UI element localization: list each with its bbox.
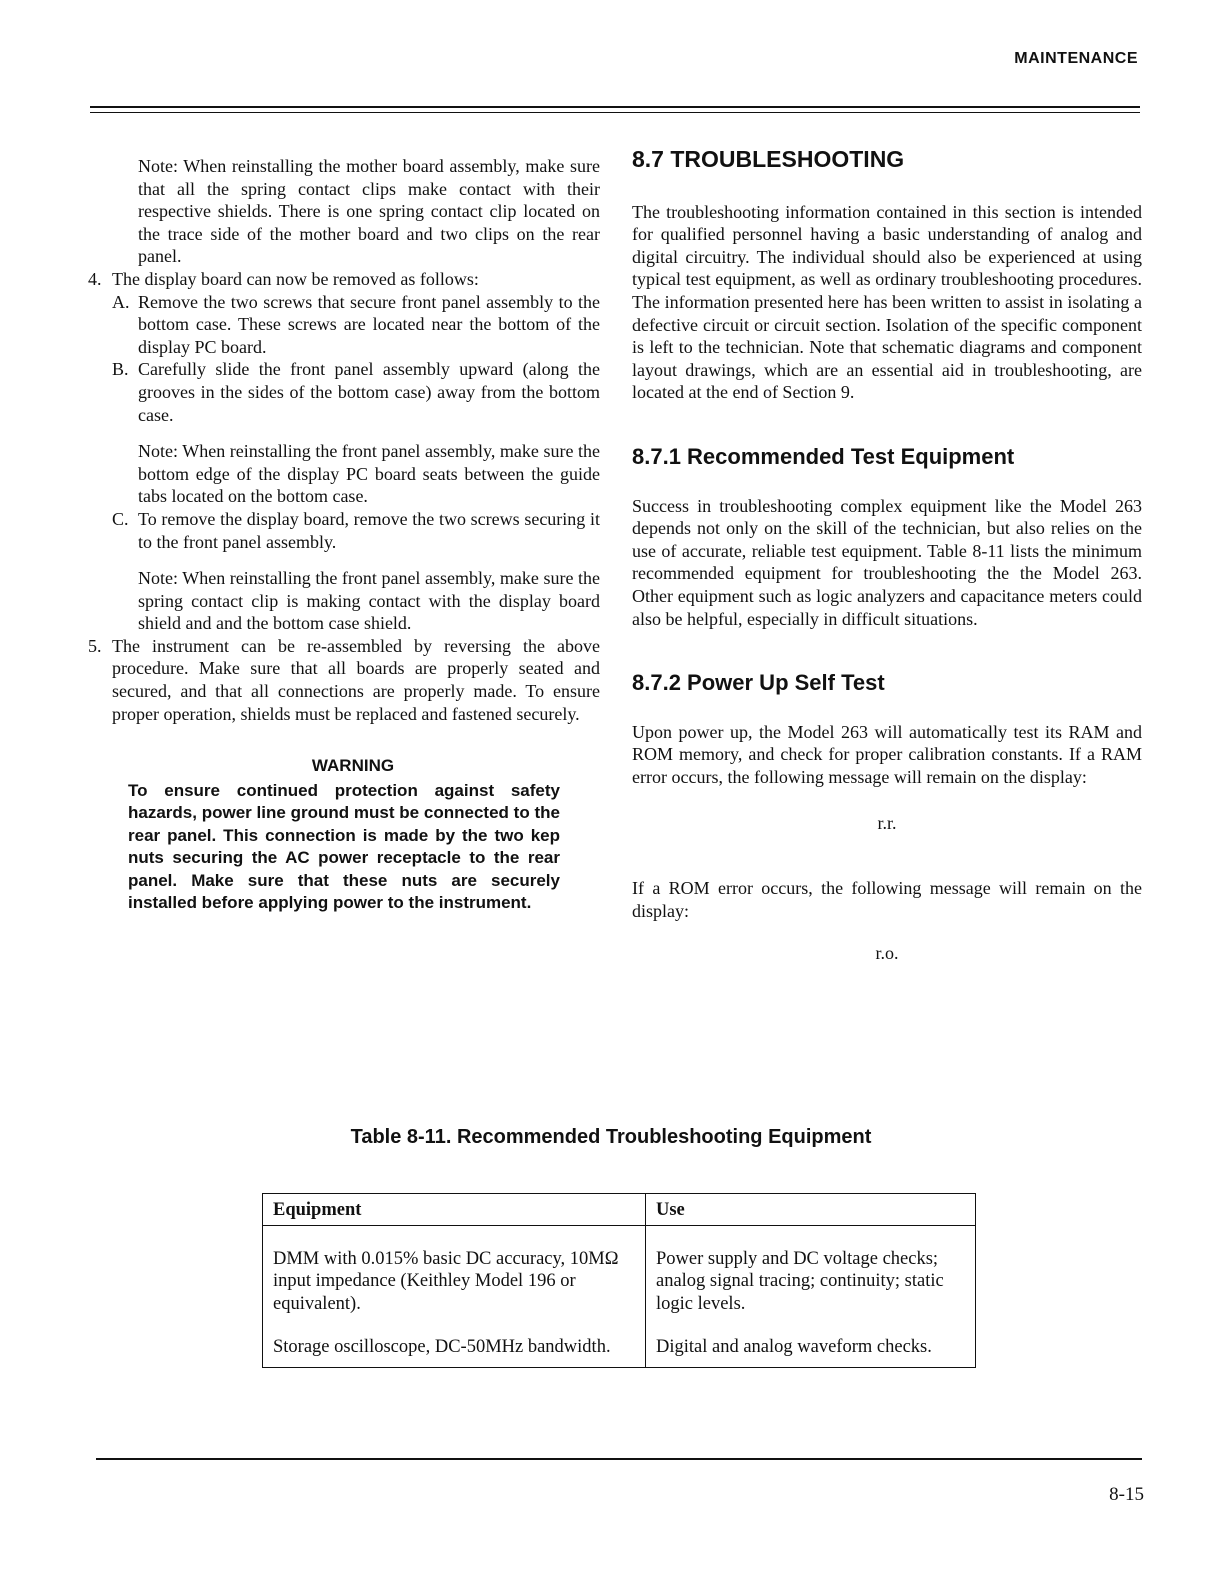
troubleshooting-text: The troubleshooting information contained in this section is intended for qualified personnel having a basic understanding of analog and digital circuitry. The individual should also be experienced at using typical test equipment, as well as ordinary troubleshooting procedures. The information presented here has been written to assist in isolating a defective circuit or circuit section. Isolation of the specific component is left to the technician. Note that schematic diagrams and component layout drawings, which are an essential aid in troubleshooting, are located at the end of Section 9. bbox=[632, 201, 1142, 403]
step-4c-text: To remove the display board, remove the two screws securing it to the front panel assembly. bbox=[138, 508, 600, 552]
rom-error-text: If a ROM error occurs, the following message will remain on the display: bbox=[632, 878, 1142, 921]
heading-8-7-1: 8.7.1 Recommended Test Equipment bbox=[632, 443, 1015, 469]
step-4a-letter: A. bbox=[112, 291, 130, 312]
step-5 bbox=[88, 635, 600, 725]
header-rule-thin bbox=[90, 112, 1140, 113]
note-front-panel-1: Note: When reinstalling the front panel assembly, make sure the bottom edge of the display PC board seats between the guide tabs located on the bottom case. bbox=[138, 441, 600, 507]
footer-rule bbox=[96, 1458, 1142, 1460]
step-4-text: The display board can now be removed as follows: bbox=[112, 268, 479, 289]
header-rule bbox=[90, 106, 1140, 108]
table-header-use: Use bbox=[646, 1194, 976, 1226]
table-header-row bbox=[263, 1194, 976, 1226]
table-row bbox=[263, 1225, 976, 1315]
heading-8-7: 8.7 TROUBLESHOOTING bbox=[632, 146, 905, 172]
step-4b-text: Carefully slide the front panel assembly upward (along the grooves in the sides of the bottom case) away from the bottom case. bbox=[138, 359, 600, 425]
step-5-number: 5. bbox=[88, 635, 102, 656]
equipment-table bbox=[262, 1193, 976, 1368]
warning-text: To ensure continued protection against safety hazards, power line ground must be connected to the rear panel. This connection is made by the two kep nuts securing the AC power receptacle to the rear panel. Make sure that these nuts are securely installed before applying power to the instrument. bbox=[128, 780, 560, 913]
rom-error-message: r.o. bbox=[875, 943, 899, 964]
step-5-text: The instrument can be re-assembled by reversing the above procedure. Make sure that all boards are properly seated and secured, and that all connections are properly made. To ensure proper operation, shields must be replaced and fastened securely. bbox=[112, 635, 600, 724]
step-4a-text: Remove the two screws that secure front panel assembly to the bottom case. These screws are located near the bottom of the display PC board. bbox=[138, 291, 600, 357]
left-column bbox=[88, 155, 600, 915]
step-4c bbox=[88, 508, 600, 553]
table-title: Table 8-11. Recommended Troubleshooting Equipment bbox=[350, 1126, 872, 1148]
ram-error-message: r.r. bbox=[877, 813, 897, 834]
table-cell: Storage oscilloscope, DC-50MHz bandwidth. bbox=[273, 1337, 611, 1358]
note-front-panel-2: Note: When reinstalling the front panel assembly, make sure the spring contact clip is making contact with the display board shield and and the bottom case shield. bbox=[138, 568, 600, 634]
self-test-text: Upon power up, the Model 263 will automatically test its RAM and ROM memory, and check for proper calibration constants. If a RAM error occurs, the following message will remain on the display: bbox=[632, 721, 1142, 787]
step-4a bbox=[88, 291, 600, 359]
table-cell: DMM with 0.015% basic DC accuracy, 10MΩ input impedance (Keithley Model 196 or equivalent). bbox=[273, 1248, 619, 1314]
table-row bbox=[263, 1315, 976, 1367]
table-cell: Power supply and DC voltage checks; analog signal tracing; continuity; static logic levels. bbox=[646, 1225, 976, 1315]
test-equipment-text: Success in troubleshooting complex equipment like the Model 263 depends not only on the skill of the technician, but also relies on the use of accurate, reliable test equipment. Table 8-11 lists the minimum recommended equipment for troubleshooting the the Model 263. Other equipment such as logic analyzers and capacitance meters could also be helpful, especially in difficult situations. bbox=[632, 495, 1142, 629]
note-mother-board: Note: When reinstalling the mother board assembly, make sure that all the spring contact clips make contact with their respective shields. There is one spring contact clip located on the trace side of the mother board and two clips on the rear panel. bbox=[138, 156, 600, 267]
step-4c-letter: C. bbox=[112, 508, 129, 529]
page-number: 8-15 bbox=[1109, 1484, 1144, 1505]
step-4b-letter: B. bbox=[112, 359, 129, 380]
table-header-equipment: Equipment bbox=[263, 1194, 646, 1226]
step-4-number: 4. bbox=[88, 268, 102, 289]
section-header: MAINTENANCE bbox=[1014, 50, 1138, 67]
step-4b bbox=[88, 358, 600, 426]
heading-8-7-2: 8.7.2 Power Up Self Test bbox=[632, 670, 885, 696]
warning-title: WARNING bbox=[311, 756, 395, 776]
right-column bbox=[632, 148, 1142, 965]
table-cell: Digital and analog waveform checks. bbox=[646, 1315, 976, 1367]
step-4 bbox=[88, 268, 600, 291]
